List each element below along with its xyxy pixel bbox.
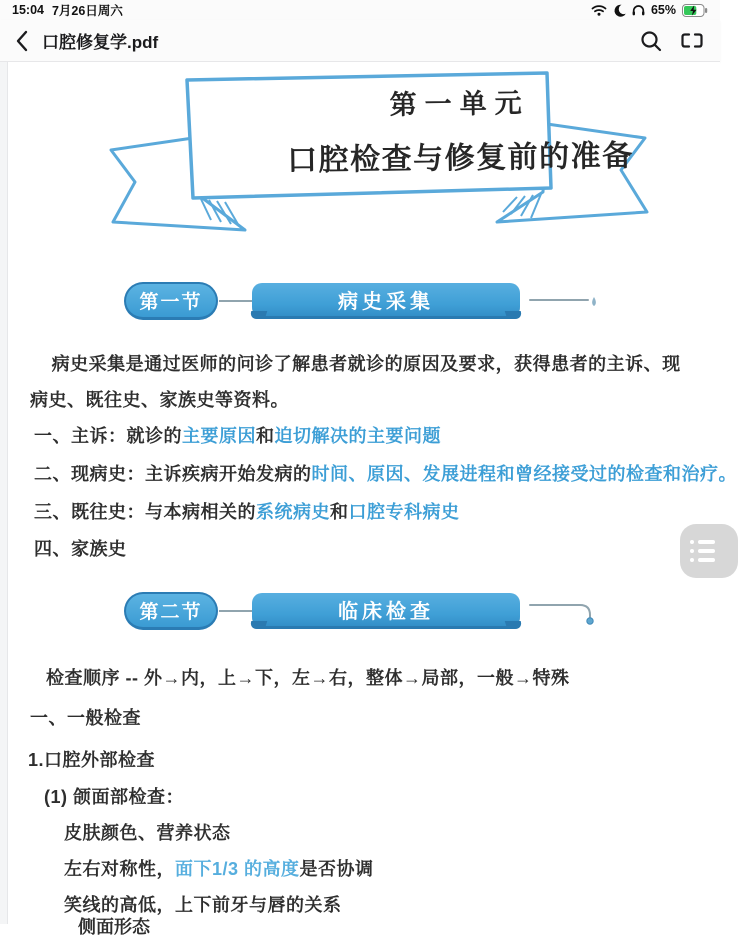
text-segment: 时间、原因、发展进程和曾经接受过的检查和治疗。 [311,464,737,484]
moon-icon [613,4,626,17]
note-line-exam-order: 检查顺序 -- 外→内，上→下，左→右，整体→局部，一般→特殊 [46,668,570,688]
unit-title: 第一单元 [389,88,530,120]
wifi-icon [591,4,607,16]
text-segment: 一、主诉：就诊的 [34,426,182,446]
text-segment: 左右对称性， [64,859,175,879]
clock-time: 15:04 [12,3,44,17]
status-date: 7月26日周六 [51,4,123,18]
section1-pill: 第一节 [124,282,218,320]
text-segment: 系统病史 [256,502,330,522]
text-segment: 二、现病史：主诉疾病开始发病的 [34,464,312,484]
unit-ribbon-banner [95,66,660,246]
connector-curve-dot [528,598,612,628]
note-line-general-exam: 一、一般检查 [30,708,141,728]
note-line-family-history: 四、家族史 [34,539,127,559]
note-line-present-illness [34,460,737,486]
note-line-external-exam: 1.口腔外部检查 [28,750,156,770]
back-chevron-icon [16,30,28,52]
section2-banner: 临床检查 [252,593,520,629]
connector-line [219,300,252,302]
text-segment: 和 [330,502,349,522]
nav-bar [0,20,720,62]
note-line-chief-complaint [34,422,441,448]
text-segment: 和 [256,426,275,446]
text-segment: 迫切解决的主要问题 [274,426,441,446]
battery-percent: 65% [650,3,676,17]
pdf-page[interactable] [0,62,737,937]
connector-droplet [528,288,612,316]
status-bar [0,0,720,20]
battery-charging-icon [682,4,708,17]
note-line-symmetry [64,855,374,881]
text-segment: 面下1/3 的高度 [175,859,300,879]
search-icon [640,30,662,52]
fit-width-button[interactable] [680,32,704,49]
section2-header [0,590,720,636]
document-title: 口腔修复学.pdf [42,33,159,52]
clipped-text-line: 侧面形态 [78,917,150,937]
paragraph-history-intro: 病史采集是通过医师的问诊了解患者就诊的原因及要求，获得患者的主诉、现病史、既往史、家族史等资料。 [30,354,681,410]
text-segment: 三、既往史：与本病相关的 [34,502,256,522]
text-segment: 口腔专科病史 [348,502,460,522]
page-left-gutter [0,62,8,924]
note-line-maxillofacial: (1) 颌面部检查： [44,787,184,807]
text-segment: 主要原因 [182,426,256,446]
note-line-past-history [34,498,460,524]
list-outline-icon [690,540,738,544]
headphones-icon [632,4,645,16]
note-line-skin: 皮肤颜色、营养状态 [64,823,231,843]
note-line-smile: 笑线的高低，上下前牙与唇的关系 [64,895,342,915]
section1-banner: 病史采集 [252,283,520,319]
outline-panel-button[interactable] [680,524,738,578]
section2-pill: 第二节 [124,592,218,630]
back-button[interactable] [16,30,28,52]
search-button[interactable] [640,30,662,52]
connector-line [219,610,252,612]
fit-width-icon [680,32,704,49]
unit-banner-text [279,79,640,179]
text-segment: 是否协调 [299,859,374,879]
section1-header [0,280,720,326]
unit-subtitle: 口腔检查与修复前的准备 [286,139,634,178]
